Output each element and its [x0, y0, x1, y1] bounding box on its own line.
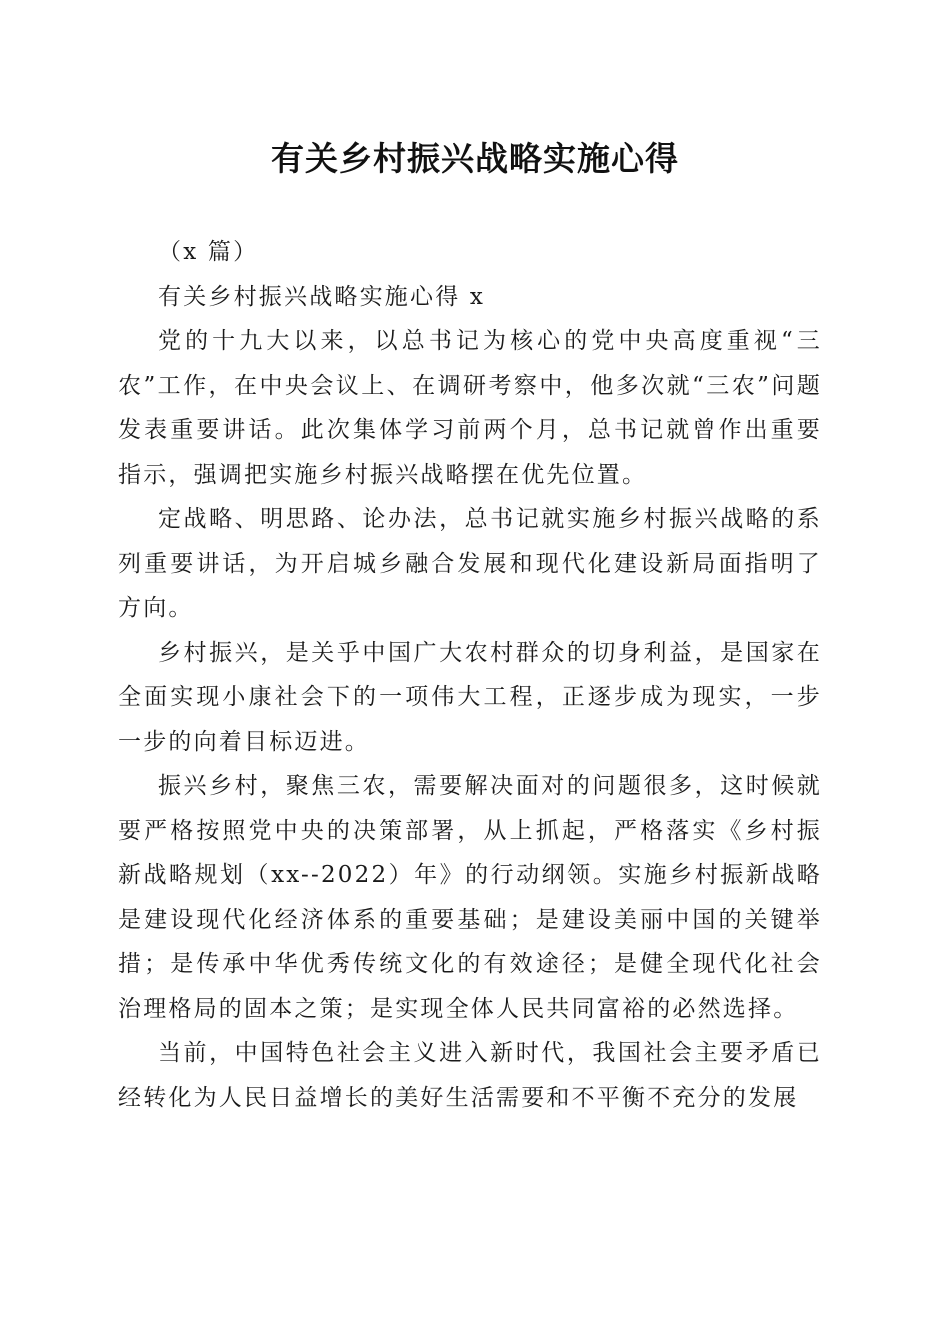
- subtitle-count: （x 篇）: [158, 239, 259, 265]
- section-heading: 有关乡村振兴战略实施心得 x: [158, 283, 486, 310]
- paragraph: 乡村振兴，是关乎中国广大农村群众的切身利益，是国家在全面实现小康社会下的一项伟大工程，正逐步成为现实，一步一步的向着目标迈进。: [118, 639, 822, 755]
- document-body: [118, 230, 822, 1120]
- paragraph: 当前，中国特色社会主义进入新时代，我国社会主要矛盾已经转化为人民日益增长的美好生活需要和不平衡不充分的发展: [118, 1040, 822, 1111]
- document-title: 有关乡村振兴战略实施心得: [271, 139, 679, 178]
- paragraph: 振兴乡村，聚焦三农，需要解决面对的问题很多，这时候就要严格按照党中央的决策部署，从上抓起，严格落实《乡村振新战略规划（xx--2022）年》的行动纲领。实施乡村振新战略是建设现代化经济体系的重要基础；是建设美丽中国的关键举措；是传承中华优秀传统文化的有效途径；是健全现代化社会治理格局的固本之策；是实现全体人民共同富裕的必然选择。: [118, 773, 822, 1022]
- paragraph: 定战略、明思路、论办法，总书记就实施乡村振兴战略的系列重要讲话，为开启城乡融合发展和现代化建设新局面指明了方向。: [118, 506, 822, 621]
- paragraph: 党的十九大以来，以总书记为核心的党中央高度重视“三农”工作，在中央会议上、在调研考察中，他多次就“三农”问题发表重要讲话。此次集体学习前两个月，总书记就曾作出重要指示，强调把实施乡村振兴战略摆在优先位置。: [118, 328, 822, 488]
